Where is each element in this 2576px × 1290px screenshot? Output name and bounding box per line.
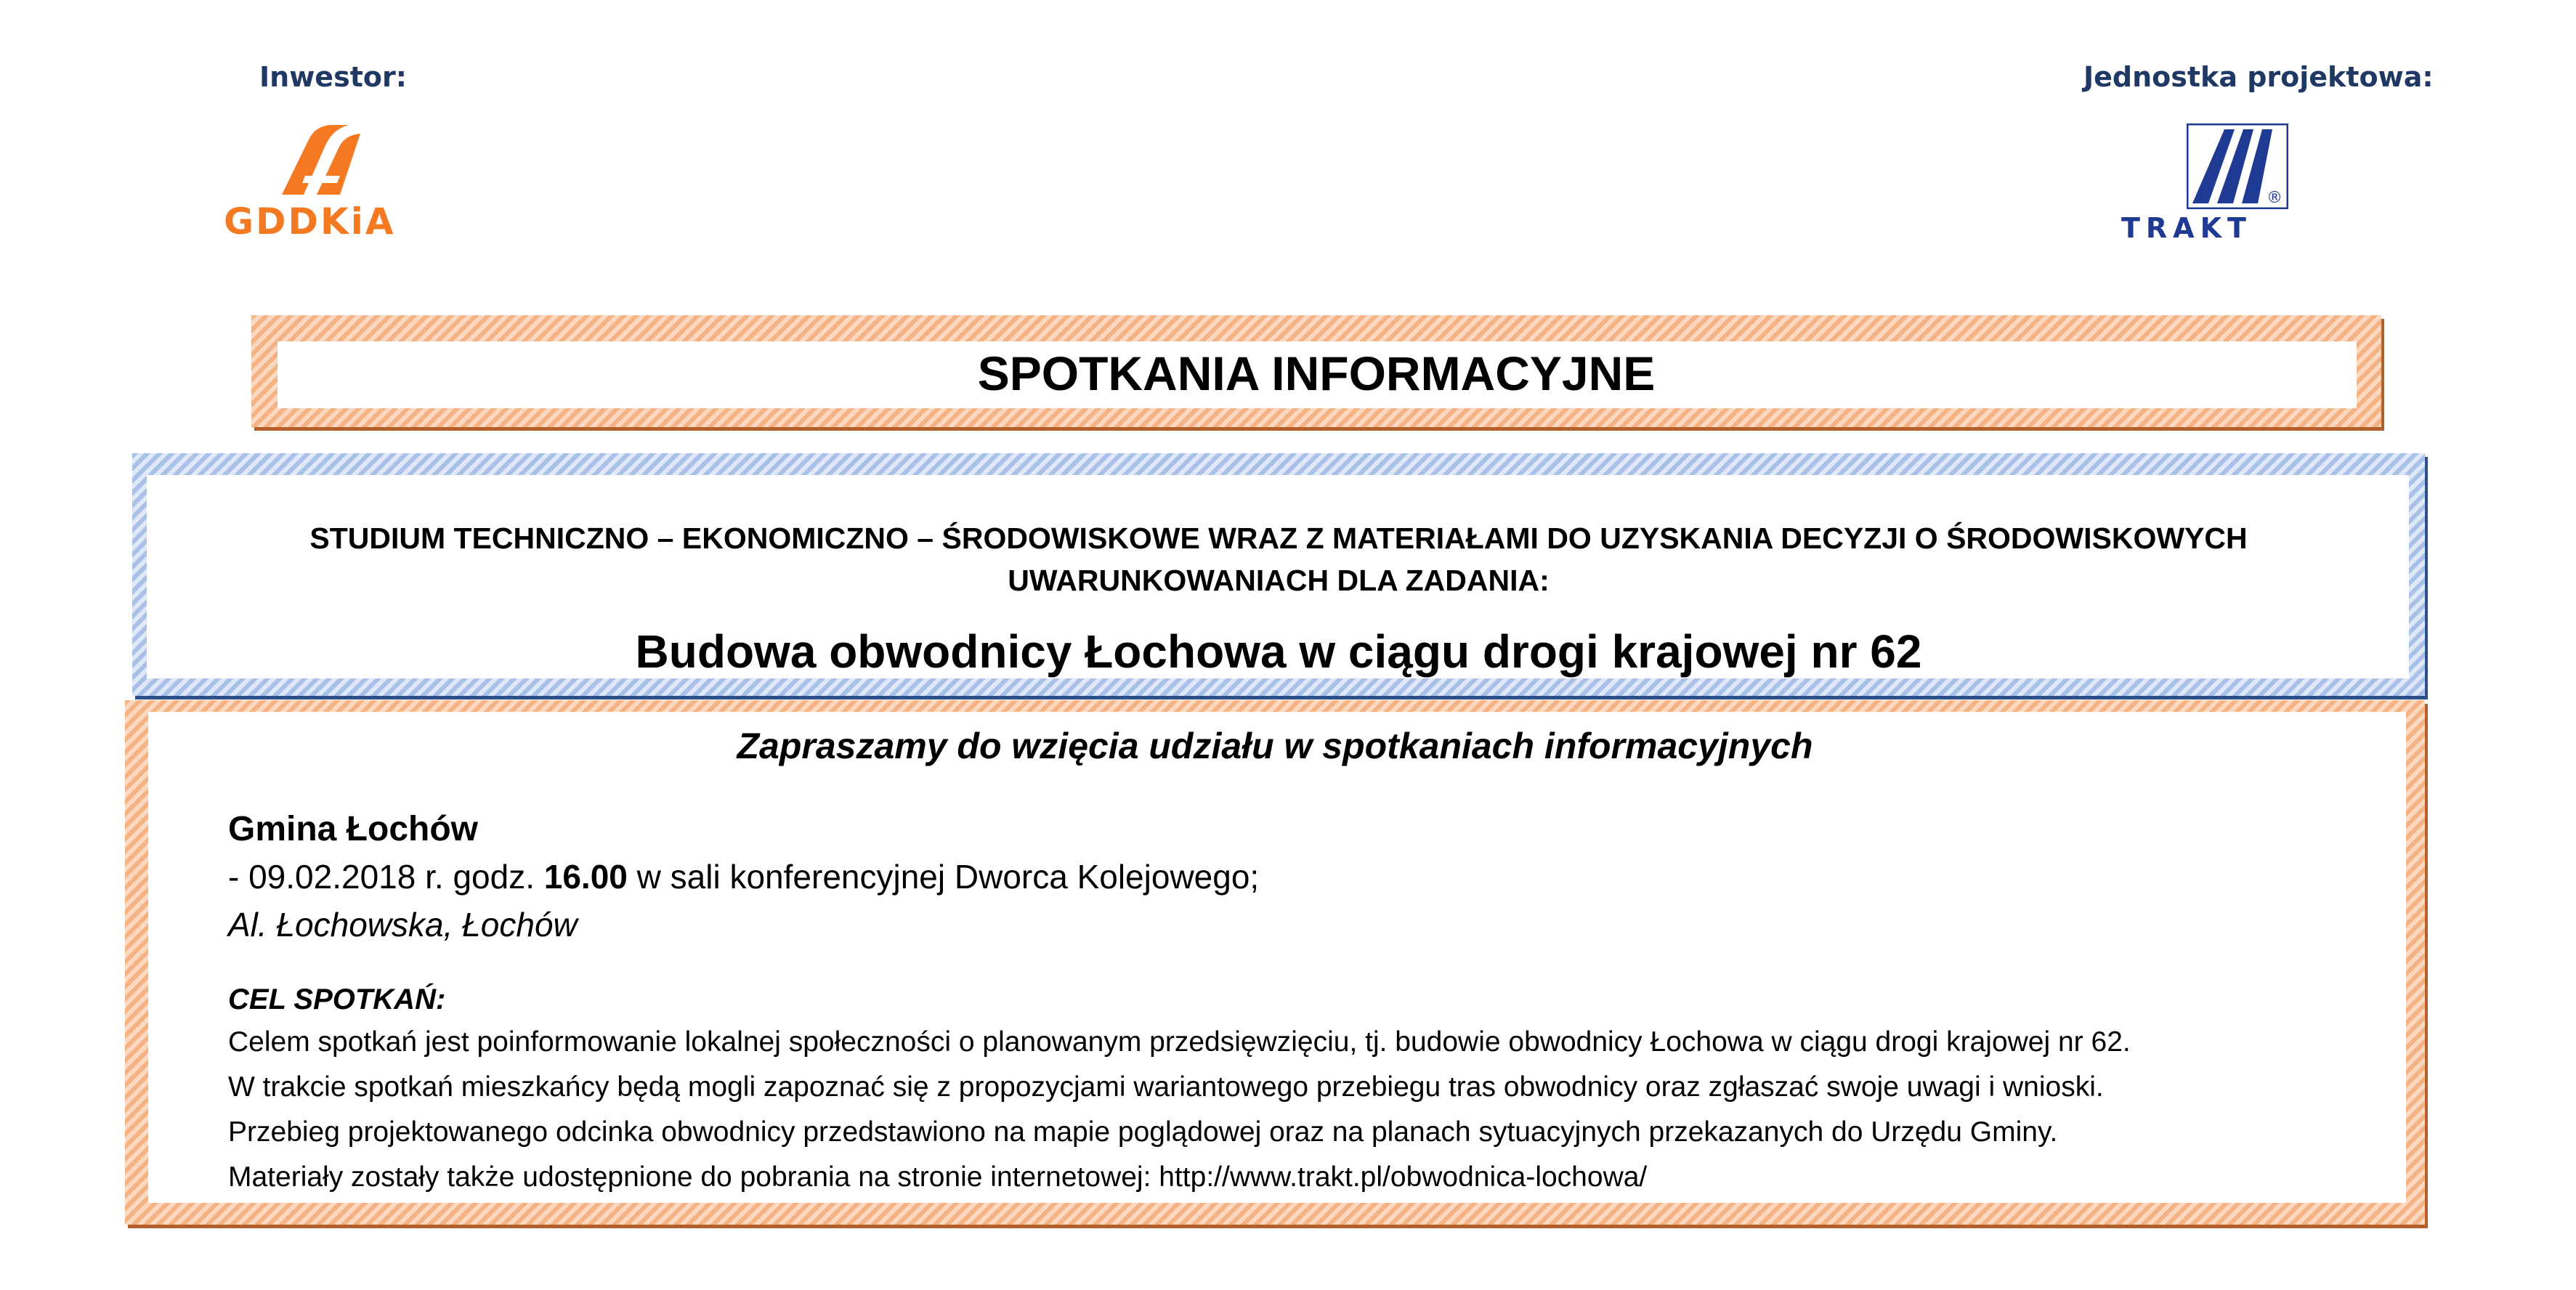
meeting-venue: w sali konferencyjnej Dworca Kolejowego;: [627, 858, 1260, 896]
goal-paragraph-2: W trakcie spotkań mieszkańcy będą mogli zapoznać się z propozycjami wariantowego przebiegu tras obwodnicy oraz zgłaszać swoje uwagi i wnioski.: [228, 1071, 2104, 1103]
title-banner: [251, 315, 2381, 427]
goal-paragraphs: [228, 1020, 2393, 1200]
study-title-line1: STUDIUM TECHNICZNO – EKONOMICZNO – ŚRODOWISKOWE WRAZ Z MATERIAŁAMI DO UZYSKANIA DECYZJI O ŚRODOWISKOWYCH: [309, 522, 2248, 555]
meeting-date: - 09.02.2018 r. godz.: [228, 858, 544, 896]
goal-paragraph-1: Celem spotkań jest poinformowanie lokalnej społeczności o planowanym przedsięwzięciu, tj. budowie obwodnicy Łochowa w ciągu drogi krajowej nr 62.: [228, 1026, 2131, 1058]
study-box: [132, 453, 2425, 696]
invitation-heading: Zapraszamy do wzięcia udziału w spotkaniach informacyjnych: [737, 726, 1813, 766]
goal-paragraph-4: Materiały zostały także udostępnione do pobrania na stronie internetowej: http://www.trakt.pl/obwodnica-lochowa/: [228, 1161, 1648, 1193]
study-title-line2: UWARUNKOWANIACH DLA ZADANIA:: [1008, 564, 1550, 597]
investor-label: Inwestor:: [259, 61, 407, 93]
gddkia-logo: [224, 116, 413, 247]
project-name: Budowa obwodnicy Łochowa w ciągu drogi krajowej nr 62: [635, 625, 1922, 678]
meeting-address: Al. Łochowska, Łochów: [228, 906, 578, 944]
gddkia-logo-text: GDDKiA: [224, 200, 396, 243]
goal-heading: CEL SPOTKAŃ:: [228, 983, 446, 1015]
gddkia-road-icon: [224, 116, 413, 203]
invitation-box: [125, 700, 2425, 1225]
trakt-logo: [2121, 116, 2346, 247]
goal-paragraph-3: Przebieg projektowanego odcinka obwodnicy przedstawiono na mapie poglądowej oraz na planach sytuacyjnych przekazanych do Urzędu Gminy.: [228, 1116, 2058, 1148]
gmina-name: Gmina Łochów: [228, 810, 479, 848]
page-title: SPOTKANIA INFORMACYJNE: [977, 346, 1656, 400]
meeting-time: 16.00: [543, 858, 628, 896]
registered-mark: ®: [2267, 189, 2283, 207]
trakt-logo-text: TRAKT: [2121, 212, 2252, 244]
designer-label: Jednostka projektowa:: [2083, 61, 2434, 93]
meeting-date-line: [228, 857, 1259, 896]
